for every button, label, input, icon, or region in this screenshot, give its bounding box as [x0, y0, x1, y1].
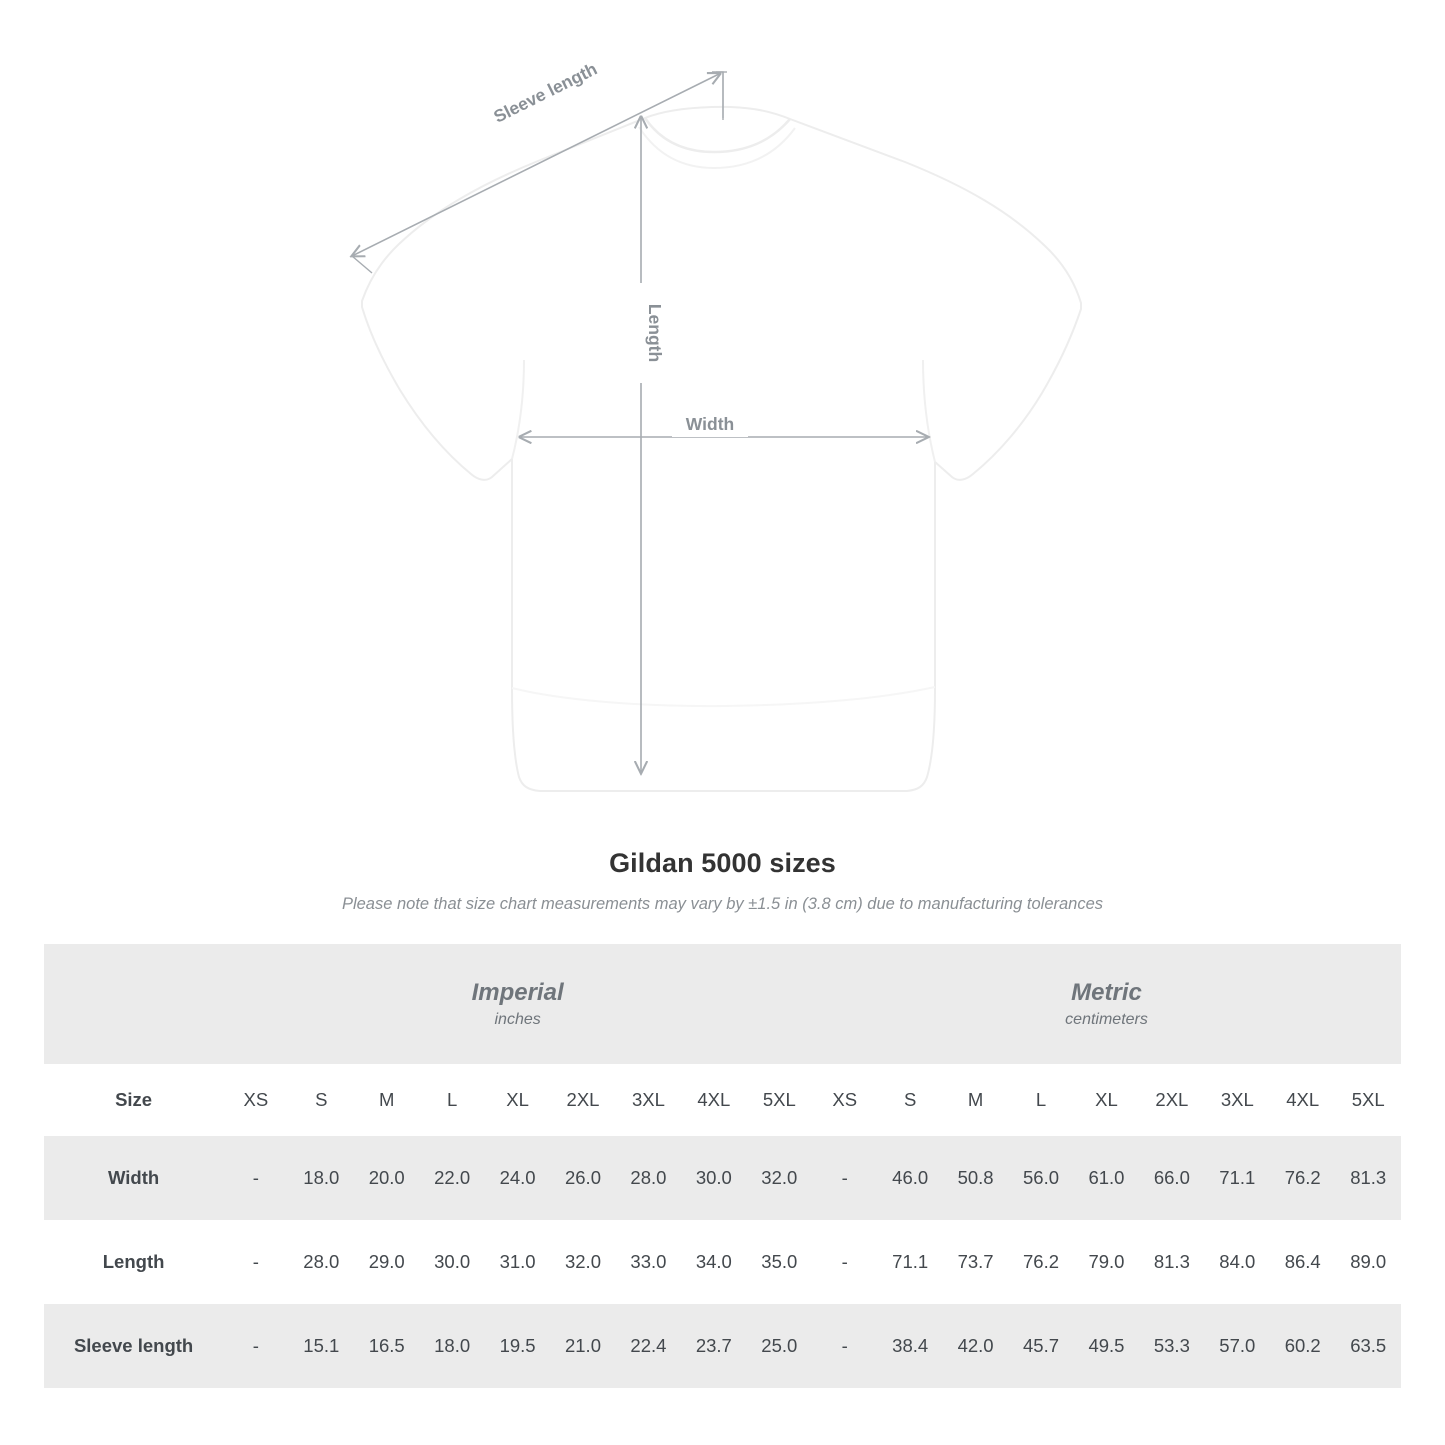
size-header-imperial-s: S [289, 1064, 354, 1136]
length-label: Length [645, 303, 665, 363]
row-label-sleeve-length: Sleeve length [44, 1304, 223, 1388]
cell-sleeve-metric-xl: 49.5 [1074, 1304, 1139, 1388]
size-header-metric-m: M [943, 1064, 1008, 1136]
row-label-width: Width [44, 1136, 223, 1220]
cell-sleeve-metric-5xl: 63.5 [1335, 1304, 1401, 1388]
size-header-imperial-l: L [419, 1064, 484, 1136]
size-header-imperial-m: M [354, 1064, 419, 1136]
size-header-metric-l: L [1008, 1064, 1073, 1136]
unit-group-imperial-sub: inches [494, 1010, 541, 1028]
cell-length-metric-5xl: 89.0 [1335, 1220, 1401, 1304]
cell-sleeve-imperial-3xl: 22.4 [616, 1304, 681, 1388]
cell-length-metric-l: 76.2 [1008, 1220, 1073, 1304]
cell-length-metric-s: 71.1 [877, 1220, 942, 1304]
cell-length-imperial-l: 30.0 [419, 1220, 484, 1304]
cell-width-imperial-m: 20.0 [354, 1136, 419, 1220]
row-label-length: Length [44, 1220, 223, 1304]
cell-length-imperial-3xl: 33.0 [616, 1220, 681, 1304]
cell-sleeve-imperial-l: 18.0 [419, 1304, 484, 1388]
cell-width-imperial-2xl: 26.0 [550, 1136, 615, 1220]
unit-group-metric-name: Metric [1071, 979, 1142, 1007]
cell-width-metric-3xl: 71.1 [1205, 1136, 1270, 1220]
cell-length-metric-2xl: 81.3 [1139, 1220, 1204, 1304]
table-row [44, 1220, 1401, 1304]
table-row [44, 1304, 1401, 1388]
size-header-imperial-xl: XL [485, 1064, 550, 1136]
size-table [44, 944, 1401, 1388]
cell-sleeve-imperial-xl: 19.5 [485, 1304, 550, 1388]
cell-width-metric-xl: 61.0 [1074, 1136, 1139, 1220]
sleeve-length-label: Sleeve length [490, 58, 601, 127]
cell-sleeve-imperial-s: 15.1 [289, 1304, 354, 1388]
cell-sleeve-imperial-2xl: 21.0 [550, 1304, 615, 1388]
tolerance-note: Please note that size chart measurements may vary by ±1.5 in (3.8 cm) due to manufacturing tolerances [341, 895, 1104, 913]
page-title: Gildan 5000 sizes [609, 848, 836, 878]
size-header-imperial-xs: XS [223, 1064, 288, 1136]
size-header-imperial-5xl: 5XL [747, 1064, 813, 1136]
cell-length-metric-3xl: 84.0 [1205, 1220, 1270, 1304]
cell-length-imperial-s: 28.0 [289, 1220, 354, 1304]
size-header-label: Size [44, 1064, 223, 1136]
cell-length-imperial-4xl: 34.0 [681, 1220, 746, 1304]
cell-width-metric-2xl: 66.0 [1139, 1136, 1204, 1220]
cell-sleeve-metric-4xl: 60.2 [1270, 1304, 1335, 1388]
t-shirt-shape [362, 107, 1081, 791]
cell-width-imperial-l: 22.0 [419, 1136, 484, 1220]
unit-group-spacer [44, 944, 223, 1064]
size-header-metric-xs: XS [812, 1064, 877, 1136]
cell-length-imperial-xl: 31.0 [485, 1220, 550, 1304]
cell-length-imperial-5xl: 35.0 [747, 1220, 813, 1304]
cell-width-imperial-3xl: 28.0 [616, 1136, 681, 1220]
cell-sleeve-imperial-m: 16.5 [354, 1304, 419, 1388]
unit-group-imperial-name: Imperial [471, 979, 564, 1007]
size-header-imperial-3xl: 3XL [616, 1064, 681, 1136]
cell-width-imperial-5xl: 32.0 [747, 1136, 813, 1220]
unit-group-imperial [223, 944, 812, 1064]
cell-length-metric-xs: - [812, 1220, 877, 1304]
cell-sleeve-imperial-5xl: 25.0 [747, 1304, 813, 1388]
cell-sleeve-metric-m: 42.0 [943, 1304, 1008, 1388]
size-table-wrapper [44, 944, 1401, 1388]
cell-width-metric-xs: - [812, 1136, 877, 1220]
unit-group-metric [812, 944, 1401, 1064]
cell-width-metric-4xl: 76.2 [1270, 1136, 1335, 1220]
cell-length-metric-4xl: 86.4 [1270, 1220, 1335, 1304]
table-row [44, 1136, 1401, 1220]
cell-width-imperial-4xl: 30.0 [681, 1136, 746, 1220]
cell-width-metric-s: 46.0 [877, 1136, 942, 1220]
size-header-imperial-2xl: 2XL [550, 1064, 615, 1136]
cell-sleeve-imperial-4xl: 23.7 [681, 1304, 746, 1388]
width-label: Width [685, 414, 735, 434]
cell-length-imperial-2xl: 32.0 [550, 1220, 615, 1304]
cell-sleeve-imperial-xs: - [223, 1304, 288, 1388]
size-header-row [44, 1064, 1401, 1136]
size-header-metric-4xl: 4XL [1270, 1064, 1335, 1136]
cell-width-metric-m: 50.8 [943, 1136, 1008, 1220]
cell-sleeve-metric-3xl: 57.0 [1205, 1304, 1270, 1388]
size-header-metric-3xl: 3XL [1205, 1064, 1270, 1136]
cell-length-imperial-xs: - [223, 1220, 288, 1304]
cell-sleeve-metric-l: 45.7 [1008, 1304, 1073, 1388]
size-header-imperial-4xl: 4XL [681, 1064, 746, 1136]
cell-length-metric-m: 73.7 [943, 1220, 1008, 1304]
cell-width-imperial-s: 18.0 [289, 1136, 354, 1220]
cell-length-imperial-m: 29.0 [354, 1220, 419, 1304]
cell-width-metric-l: 56.0 [1008, 1136, 1073, 1220]
size-header-metric-xl: XL [1074, 1064, 1139, 1136]
cell-sleeve-metric-xs: - [812, 1304, 877, 1388]
cell-sleeve-metric-2xl: 53.3 [1139, 1304, 1204, 1388]
size-header-metric-2xl: 2XL [1139, 1064, 1204, 1136]
cell-length-metric-xl: 79.0 [1074, 1220, 1139, 1304]
cell-width-imperial-xs: - [223, 1136, 288, 1220]
cell-width-imperial-xl: 24.0 [485, 1136, 550, 1220]
unit-group-row [44, 944, 1401, 1064]
cell-sleeve-metric-s: 38.4 [877, 1304, 942, 1388]
size-header-metric-5xl: 5XL [1335, 1064, 1401, 1136]
size-header-metric-s: S [877, 1064, 942, 1136]
cell-width-metric-5xl: 81.3 [1335, 1136, 1401, 1220]
unit-group-metric-sub: centimeters [1065, 1010, 1148, 1028]
